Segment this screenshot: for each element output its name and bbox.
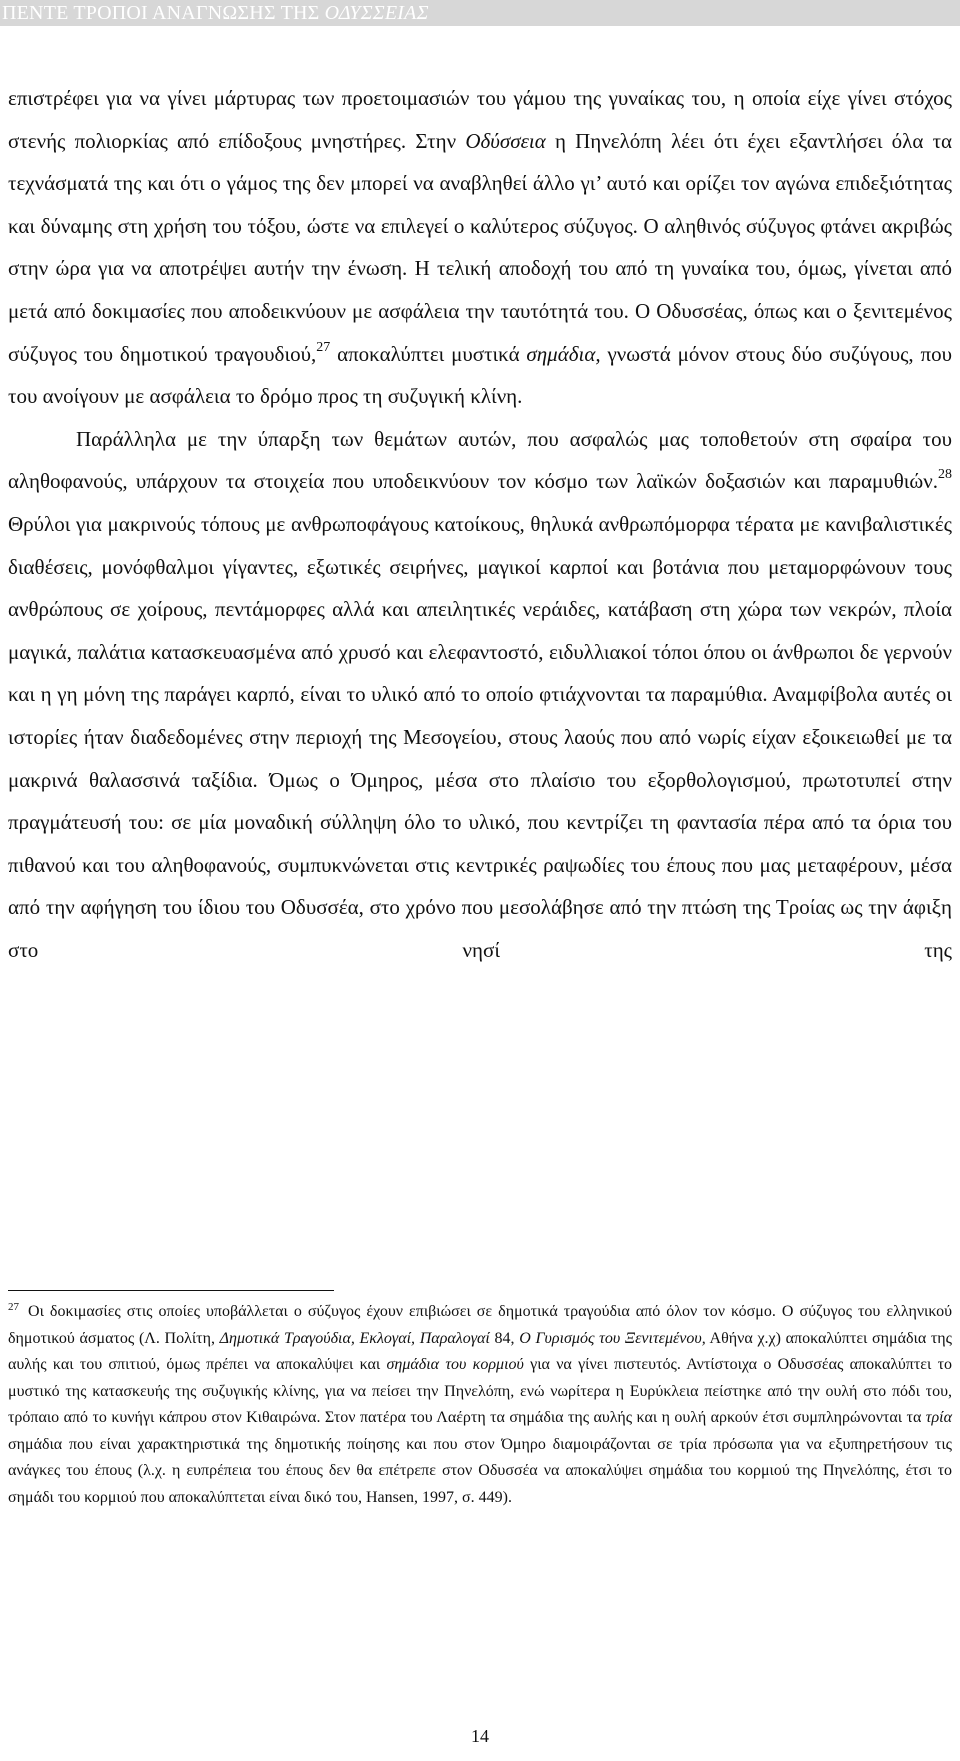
page-number: 14 (471, 1726, 489, 1746)
footnote-italic-body-signs: σημάδια του κορμιού (386, 1356, 524, 1373)
running-header (0, 0, 960, 26)
footnote-text-7: για να γίνει πιστευτός. Αντίστοιχα ο Οδυσσέας αποκαλύπτει το μυστικό της κατασκευής της συζυγικής κλίνης, για να πείσει την Πηνελόπη, ενώ νωρίτερα η Ευρύκλεια πείστηκε από την ουλή στο πόδι του, τρόπαιο από το κυνήγι κάπρου στον Κιθαιρώνα. Στον πατέρα του Λαέρτη τα σημάδια της αυλής και η ουλή αρκούν έτσι συμπληρώνονται τα (8, 1356, 953, 1426)
running-header-title: ΠΕΝΤΕ ΤΡΟΠΟΙ ΑΝΑΓΝΩΣΗΣ ΤΗΣ (2, 2, 325, 24)
paragraph-2 (8, 418, 952, 972)
footnote-italic-book-title: Δημοτικά Τραγούδια, Εκλογαί, Παραλογαί (219, 1329, 490, 1347)
footnote-divider (8, 1290, 334, 1291)
body-text (8, 77, 952, 971)
paragraph-1-text-a: επιστρέφει για να γίνει μάρτυρας των προετοιμασιών του γάμου της γυναίκας του, η οποία είχε γίνει στόχος στενής πολιορκίας από επίδοξους μνηστήρες. Στην (8, 86, 952, 153)
paragraph-1-text-d: αποκαλύπτει μυστικά (330, 341, 527, 366)
footnote-text-1: Οι δοκιμασίες στις οποίες υποβάλλεται ο σύζυγος έχουν επιβιώσει σε δημοτικά τραγούδια από όλον τον κόσμο. Ο σύζυγος του ελληνικού δημοτικού άσματος (Λ. Πολίτη, (8, 1303, 952, 1347)
footnote-27 (8, 1299, 952, 1511)
paragraph-1-italic-title: Οδύσσεια (465, 128, 546, 153)
footnote-text-3: 84, (489, 1329, 520, 1347)
paragraph-2-text-b: Θρύλοι για μακρινούς τόπους με ανθρωποφάγους κατοίκους, θηλυκά ανθρωπόμορφα τέρατα με κανιβαλιστικές διαθέσεις, μονόφθαλμοι γίγαντες, εξωτικές σειρήνες, μαγικοί καρποί και βοτάνια που μεταμορφώνουν τους ανθρώπους σε χοίρους, πεντάμορφες αλλά και απειλητικές νεράιδες, κατάβαση στη χώρα των νεκρών, πλοία μαγικά, παλάτια κατασκευασμένα από χρυσό και ελεφαντοστό, ειδυλλιακοί τόποι όπου οι άνθρωποι δε γερνούν και η γη μόνη της παράγει καρπό, είναι το υλικό από το οποίο φτιάχνονται τα παραμύθια. Αναμφίβολα αυτές οι ιστορίες ήταν διαδεδομένες στην περιοχή της Μεσογείου, στους λαούς που από νωρίς είχαν εξοικειωθεί με τα μακρινά θαλασσινά ταξίδια. Όμως ο Όμηρος, μέσα στο πλαίσιο του εξορθολογισμού, πρωτοτυπεί στην πραγμάτευσή του: σε μία μοναδική σύλληψη όλο το υλικό, που κεντρίζει τη φαντασία πέρα από τα όρια του πιθανού και του αληθοφανούς, συμπυκνώνεται στις κεντρικές ραψωδίες του έπους που μας μεταφέρουν, μέσα από την αφήγηση του ίδιου του Οδυσσέα, στο χρόνο που μεσολάβησε από την πτώση της Τροίας ως την άφιξη στο νησί της (8, 511, 952, 962)
footnote-number: 27 (8, 1300, 19, 1313)
paragraph-1-text-c: η Πηνελόπη λέει ότι έχει εξαντλήσει όλα τα τεχνάσματά της και ότι ο γάμος της δεν μπορεί να αναβληθεί άλλο γι’ αυτό και ορίζει τον αγώνα επιδεξιότητας και δύναμης στη χρήση του τόξου, ώστε να επιλεγεί ο καλύτερος σύζυγος. Ο αληθινός σύζυγος φτάνει ακριβώς στην ώρα για να αποτρέψει αυτήν την ένωση. Η τελική αποδοχή του από τη γυναίκα του, όμως, γίνεται από μετά από δοκιμασίες που αποδεικνύουν με ασφάλεια την ταυτότητά του. Ο Οδυσσέας, όπως και ο ξενιτεμένος σύζυγος του δημοτικού τραγουδιού, (8, 128, 953, 366)
paragraph-1 (8, 77, 952, 418)
running-header-title-italic: ΟΔΥΣΣΕΙΑΣ (324, 2, 429, 24)
footnote-italic-three: τρία (925, 1409, 952, 1426)
footnote-italic-song-title: Ο Γυρισμός του Ξενιτεμένου, (519, 1329, 706, 1347)
paragraph-1-italic-signs: σημάδια, (526, 341, 601, 366)
footnote-text-5: Αθήνα χ.χ) αποκαλύπτει σημάδια της αυλής και του σπιτιού, όμως πρέπει να αποκαλύψει και (8, 1329, 953, 1373)
footnote-text-9: σημάδια που είναι χαρακτηριστικά της δημοτικής ποίησης και που στον Όμηρο διαμοιράζονται σε τρία πρόσωπα για να εξυπηρετήσουν τις ανάγκες του έπους (λ.χ. η ευπρέπεια του έπους δεν θα επέτρεπε στον Οδυσσέα να αποκαλύψει σημάδια του κορμιού της Πηνελόπης, έτσι το σημάδι του κορμιού που αποκαλύπτεται είναι δικό του, Hansen, 1997, σ. 449). (8, 1435, 952, 1506)
footnote-ref-27[interactable]: 27 (316, 339, 331, 355)
footnotes-section (8, 1299, 952, 1511)
footnote-ref-28[interactable]: 28 (938, 467, 952, 483)
paragraph-2-text-a: Παράλληλα με την ύπαρξη των θεμάτων αυτών, που ασφαλώς μας τοποθετούν στη σφαίρα του αληθοφανούς, υπάρχουν τα στοιχεία που υποδεικνύουν τον κόσμο των λαϊκών δοξασιών και παραμυθιών. (8, 426, 952, 494)
paragraph-1-text-f: γνωστά μόνον στους δύο συζύγους, που του ανοίγουν με ασφάλεια το δρόμο προς τη συζυγική κλίνη. (8, 341, 952, 409)
